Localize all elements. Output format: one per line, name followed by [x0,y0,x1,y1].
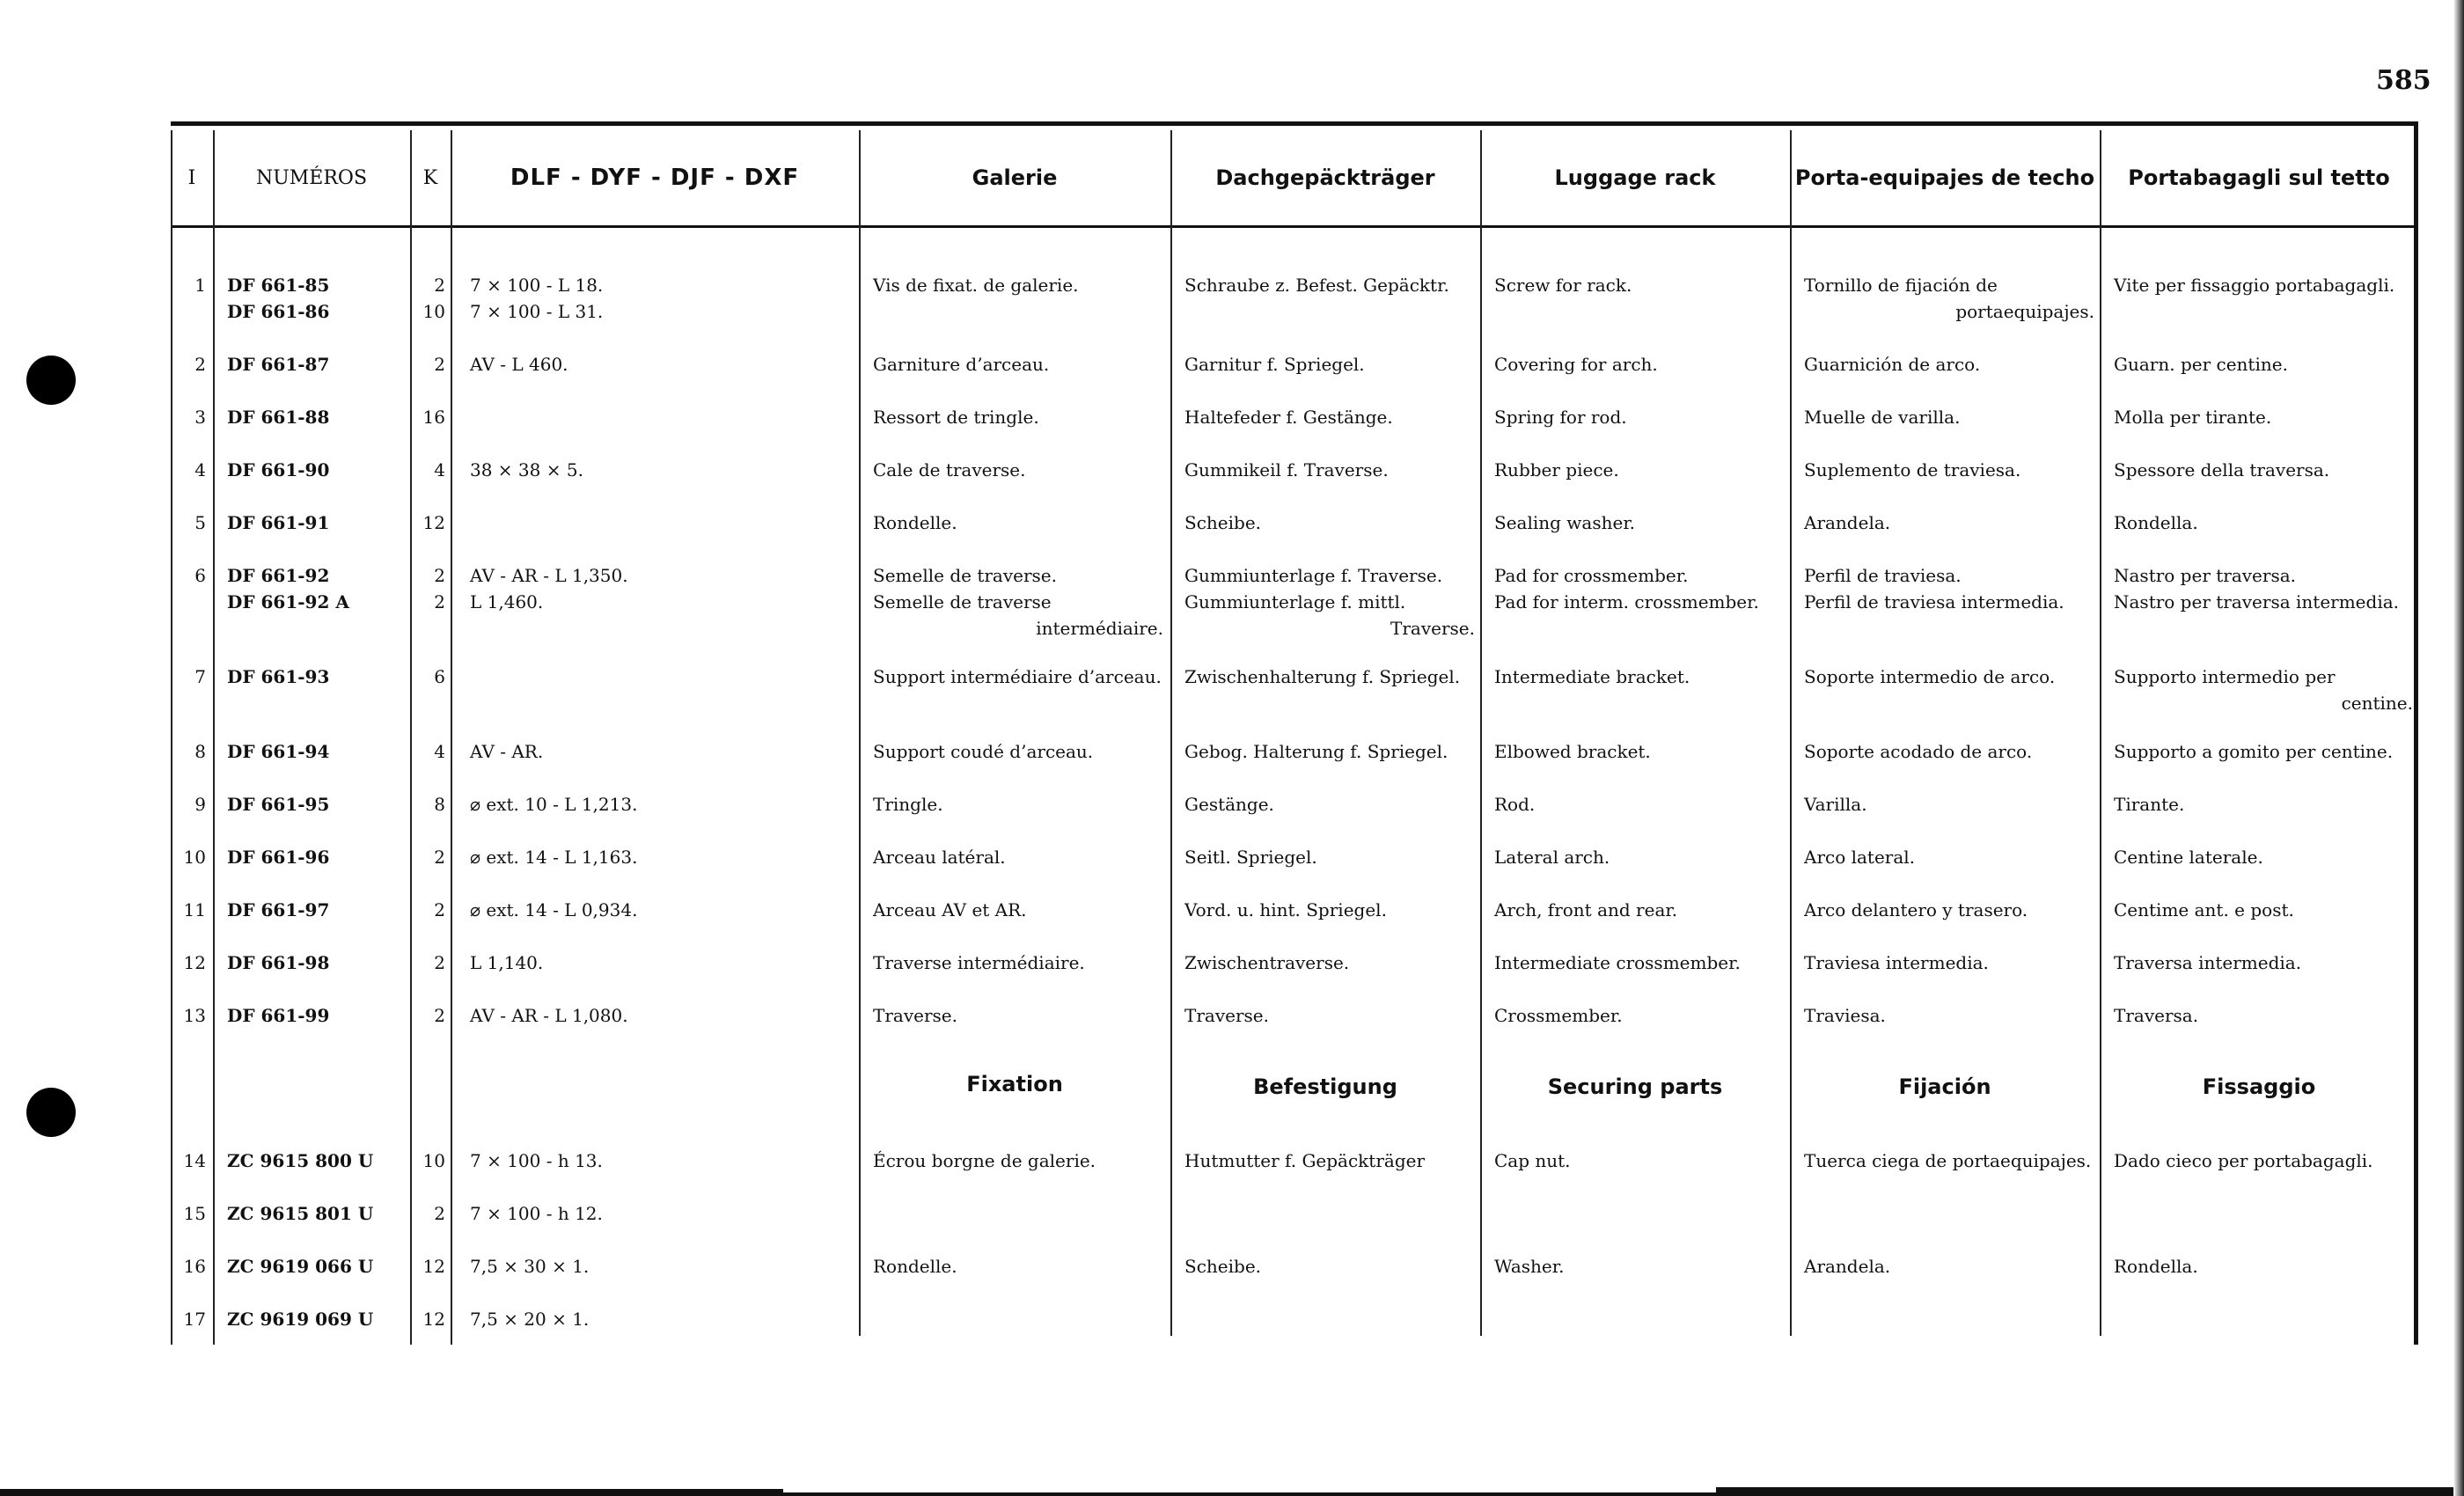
punch-hole-bottom [26,1088,76,1137]
row-11-fr: Tringle. [873,794,943,815]
row-11-idx: 9 [194,794,206,815]
row-16-dims: 7 × 100 - h 13. [470,1150,603,1171]
bottom-rule [0,1489,783,1496]
row-10-fr: Support coudé d’arceau. [873,741,1094,762]
row-16-de: Hutmutter f. Gepäckträger [1184,1150,1426,1171]
row-14-es: Traviesa intermedia. [1804,952,1989,973]
row-18-num: ZC 9619 066 U [227,1256,374,1277]
row-2-k: 10 [422,301,445,322]
punch-hole-top [26,356,76,405]
row-16-num: ZC 9615 800 U [227,1150,374,1171]
row-18-de: Scheibe. [1184,1256,1262,1277]
row-6-it: Rondella. [2114,512,2198,533]
row-1-dims: 7 × 100 - L 18. [470,275,604,296]
row-4-num: DF 661-88 [227,407,330,428]
row-12-en: Lateral arch. [1494,847,1610,868]
row-9-idx: 7 [194,666,206,687]
row-16-it: Dado cieco per portabagagli. [2114,1150,2373,1171]
row-14-de: Zwischentraverse. [1184,952,1350,973]
row-8-de: Gummiunterlage f. mittl. [1184,591,1406,612]
row-12-it: Centine laterale. [2114,847,2263,868]
row-1-it: Vite per fissaggio portabagagli. [2114,275,2395,296]
section-label-spanish: Fijación [1898,1074,1991,1099]
row-18-it: Rondella. [2114,1256,2198,1277]
row-18-idx: 16 [183,1256,206,1277]
row-7-es: Perfil de traviesa. [1804,565,1962,586]
row-4-k: 16 [422,407,445,428]
row-6-idx: 5 [194,512,206,533]
row-14-k: 2 [434,952,445,973]
row-14-idx: 12 [183,952,206,973]
column-divider [1170,130,1172,1336]
row-13-num: DF 661-97 [227,899,330,920]
table-right-rule [2414,121,2418,1345]
row-12-es: Arco lateral. [1804,847,1916,868]
section-label-english: Securing parts [1547,1074,1723,1099]
row-13-it: Centime ant. e post. [2114,899,2294,920]
row-3-idx: 2 [194,354,206,375]
row-12-dims: ⌀ ext. 14 - L 1,163. [470,847,638,868]
column-divider [1480,130,1482,1336]
row-4-idx: 3 [194,407,206,428]
row-13-de: Vord. u. hint. Spriegel. [1184,899,1387,920]
row-5-es: Suplemento de traviesa. [1804,459,2021,480]
row-11-k: 8 [434,794,445,815]
row-5-fr: Cale de traverse. [873,459,1026,480]
row-15-dims: AV - AR - L 1,080. [470,1005,628,1026]
column-divider [1790,130,1792,1336]
row-14-it: Traversa intermedia. [2114,952,2302,973]
header-models: DLF - DYF - DJF - DXF [510,165,800,191]
row-6-es: Arandela. [1804,512,1891,533]
row-19-idx: 17 [183,1309,206,1330]
row-10-num: DF 661-94 [227,741,330,762]
header-english: Luggage rack [1554,165,1716,190]
row-8-fr: Semelle de traverse [873,591,1052,612]
column-divider [2100,130,2101,1336]
row-15-de: Traverse. [1184,1005,1269,1026]
row-5-idx: 4 [194,459,206,480]
row-12-num: DF 661-96 [227,847,330,868]
row-11-dims: ⌀ ext. 10 - L 1,213. [470,794,638,815]
page-edge-shadow [2453,0,2464,1496]
row-12-fr: Arceau latéral. [873,847,1006,868]
page-number: 585 [2376,65,2431,96]
column-divider [859,130,861,1336]
row-1-de: Schraube z. Befest. Gepäcktr. [1184,275,1449,296]
row-15-num: DF 661-99 [227,1005,330,1026]
row-10-en: Elbowed bracket. [1494,741,1651,762]
row-17-num: ZC 9615 801 U [227,1203,374,1224]
row-7-it: Nastro per traversa. [2114,565,2297,586]
row-4-it: Molla per tirante. [2114,407,2272,428]
row-4-es: Muelle de varilla. [1804,407,1961,428]
row-8-num: DF 661-92 A [227,591,349,612]
header-french: Galerie [972,165,1058,190]
header-numbers: NUMÉROS [255,166,368,189]
row-18-en: Washer. [1494,1256,1565,1277]
row-15-k: 2 [434,1005,445,1026]
row-5-en: Rubber piece. [1494,459,1619,480]
column-divider [451,130,452,1345]
row-13-idx: 11 [183,899,206,920]
row-14-fr: Traverse intermédiaire. [873,952,1085,973]
row-16-idx: 14 [183,1150,206,1171]
row-7-dims: AV - AR - L 1,350. [470,565,628,586]
row-19-num: ZC 9619 069 U [227,1309,374,1330]
row-9-es: Soporte intermedio de arco. [1804,666,2056,687]
row-18-es: Arandela. [1804,1256,1891,1277]
row-6-fr: Rondelle. [873,512,957,533]
row-16-es: Tuerca ciega de portaequipajes. [1804,1150,2092,1171]
row-3-dims: AV - L 460. [470,354,568,375]
row-5-it: Spessore della traversa. [2114,459,2330,480]
row-4-en: Spring for rod. [1494,407,1627,428]
row-15-it: Traversa. [2114,1005,2199,1026]
row-8-dims: L 1,460. [470,591,544,612]
row-15-idx: 13 [183,1005,206,1026]
row-18-k: 12 [422,1256,445,1277]
row-16-fr: Écrou borgne de galerie. [873,1150,1096,1171]
row-9-en: Intermediate bracket. [1494,666,1690,687]
row-11-en: Rod. [1494,794,1536,815]
row-11-it: Tirante. [2114,794,2185,815]
row-1-fr: Vis de fixat. de galerie. [873,275,1079,296]
row-9-it2: centine. [2341,693,2413,714]
row-12-idx: 10 [183,847,206,868]
row-14-dims: L 1,140. [470,952,544,973]
section-label-italian: Fissaggio [2202,1074,2316,1099]
row-19-dims: 7,5 × 20 × 1. [470,1309,590,1330]
row-1-idx: 1 [194,275,206,296]
row-13-es: Arco delantero y trasero. [1804,899,2028,920]
row-7-de: Gummiunterlage f. Traverse. [1184,565,1443,586]
section-label-french: Fixation [966,1072,1063,1096]
row-1-num: DF 661-85 [227,275,330,296]
row-18-fr: Rondelle. [873,1256,957,1277]
row-6-en: Sealing washer. [1494,512,1636,533]
row-6-k: 12 [422,512,445,533]
row-15-es: Traviesa. [1804,1005,1886,1026]
row-16-k: 10 [422,1150,445,1171]
row-14-num: DF 661-98 [227,952,330,973]
row-3-k: 2 [434,354,445,375]
row-5-de: Gummikeil f. Traverse. [1184,459,1389,480]
row-9-it: Supporto intermedio per [2114,666,2336,687]
row-8-it: Nastro per traversa intermedia. [2114,591,2399,612]
row-10-idx: 8 [194,741,206,762]
row-17-idx: 15 [183,1203,206,1224]
row-8-es: Perfil de traviesa intermedia. [1804,591,2064,612]
row-9-k: 6 [434,666,445,687]
row-6-de: Scheibe. [1184,512,1262,533]
row-8-en: Pad for interm. crossmember. [1494,591,1759,612]
row-9-fr: Support intermédiaire d’arceau. [873,666,1162,687]
row-1-k: 2 [434,275,445,296]
row-7-num: DF 661-92 [227,565,330,586]
row-9-num: DF 661-93 [227,666,330,687]
row-13-k: 2 [434,899,445,920]
row-8-fr2: intermédiaire. [1036,618,1163,639]
row-11-de: Gestänge. [1184,794,1274,815]
bottom-rule [783,1492,1716,1496]
row-15-en: Crossmember. [1494,1005,1623,1026]
row-13-en: Arch, front and rear. [1494,899,1678,920]
row-10-it: Supporto a gomito per centine. [2114,741,2394,762]
row-13-fr: Arceau AV et AR. [873,899,1027,920]
row-1-es2: portaequipajes. [1955,301,2094,322]
row-9-de: Zwischenhalterung f. Spriegel. [1184,666,1461,687]
row-3-en: Covering for arch. [1494,354,1658,375]
row-18-dims: 7,5 × 30 × 1. [470,1256,590,1277]
row-12-de: Seitl. Spriegel. [1184,847,1317,868]
row-17-dims: 7 × 100 - h 12. [470,1203,603,1224]
row-14-en: Intermediate crossmember. [1494,952,1741,973]
row-5-dims: 38 × 38 × 5. [470,459,583,480]
row-4-de: Haltefeder f. Gestänge. [1184,407,1393,428]
row-7-en: Pad for crossmember. [1494,565,1689,586]
row-12-k: 2 [434,847,445,868]
header-spanish: Porta-equipajes de techo [1794,165,2095,190]
header-german: Dachgepäckträger [1215,165,1435,190]
row-4-fr: Ressort de tringle. [873,407,1039,428]
column-divider [213,130,215,1345]
row-17-k: 2 [434,1203,445,1224]
row-11-es: Varilla. [1804,794,1867,815]
row-8-k: 2 [434,591,445,612]
row-3-de: Garnitur f. Spriegel. [1184,354,1365,375]
table-header-rule [171,225,2418,228]
row-3-fr: Garniture d’arceau. [873,354,1050,375]
row-5-k: 4 [434,459,445,480]
row-10-dims: AV - AR. [470,741,544,762]
row-5-num: DF 661-90 [227,459,330,480]
bottom-rule [1716,1487,2464,1496]
row-6-num: DF 661-91 [227,512,330,533]
section-label-german: Befestigung [1253,1074,1397,1099]
row-7-k: 2 [434,565,445,586]
row-7-idx: 6 [194,565,206,586]
row-2-dims: 7 × 100 - L 31. [470,301,604,322]
row-15-fr: Traverse. [873,1005,957,1026]
row-10-de: Gebog. Halterung f. Spriegel. [1184,741,1448,762]
parts-table [171,121,2418,1345]
table-top-rule [171,121,2418,126]
header-italian: Portabagagli sul tetto [2128,165,2390,190]
row-3-it: Guarn. per centine. [2114,354,2288,375]
row-16-en: Cap nut. [1494,1150,1571,1171]
row-3-es: Guarnición de arco. [1804,354,1981,375]
row-19-k: 12 [422,1309,445,1330]
row-10-k: 4 [434,741,445,762]
header-k: K [422,166,438,189]
row-10-es: Soporte acodado de arco. [1804,741,2033,762]
row-8-de2: Traverse. [1390,618,1475,639]
header-index: I [187,166,196,189]
row-2-num: DF 661-86 [227,301,330,322]
row-1-es: Tornillo de fijación de [1804,275,1998,296]
row-1-en: Screw for rack. [1494,275,1632,296]
row-7-fr: Semelle de traverse. [873,565,1057,586]
row-13-dims: ⌀ ext. 14 - L 0,934. [470,899,638,920]
row-11-num: DF 661-95 [227,794,330,815]
row-3-num: DF 661-87 [227,354,330,375]
